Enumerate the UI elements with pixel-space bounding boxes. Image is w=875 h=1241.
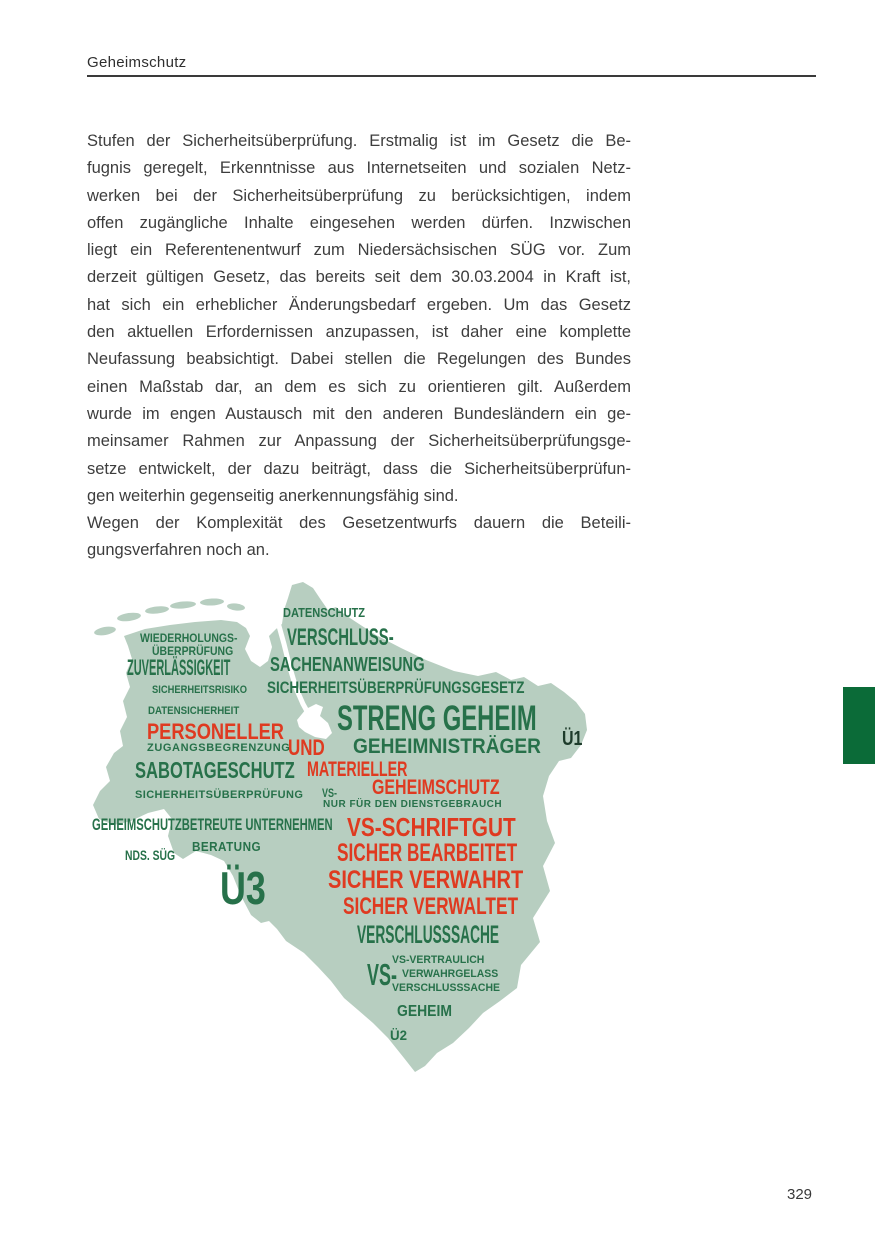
paragraph-line: meinsamer Rahmen zur Anpassung der Sicherheitsüberprüfungsge- bbox=[87, 432, 631, 451]
cloud-word: Ü1 bbox=[562, 728, 583, 750]
cloud-word: SICHER VERWALTET bbox=[343, 893, 519, 920]
cloud-word: GEHEIMSCHUTZBETREUTE UNTERNEHMEN bbox=[92, 815, 333, 834]
header-rule bbox=[87, 75, 816, 77]
cloud-word: Ü3 bbox=[220, 862, 266, 914]
paragraph-line: wurde im engen Austausch mit den anderen Bundesländern ein ge- bbox=[87, 404, 631, 423]
cloud-word: PERSONELLER bbox=[147, 719, 284, 744]
cloud-word: SICHERHEITSÜBERPRÜFUNG bbox=[135, 789, 304, 801]
cloud-word: Ü2 bbox=[390, 1027, 408, 1043]
paragraph-line: gen weiterhin gegenseitig anerkennungsfähig sind. bbox=[87, 486, 459, 505]
cloud-word: NUR FÜR DEN DIENSTGEBRAUCH bbox=[323, 799, 503, 810]
paragraph-line: setze entwickelt, der dazu beiträgt, dass die Sicherheitsüberprüfun- bbox=[87, 459, 631, 478]
cloud-word: VERSCHLUSSSACHE bbox=[392, 982, 501, 994]
paragraph-line: liegt ein Referentenentwurf zum Niedersächsischen SÜG vor. Zum bbox=[87, 241, 631, 260]
cloud-word: VS-VERTRAULICH bbox=[392, 954, 485, 966]
cloud-word: SICHERHEITSÜBERPRÜFUNGSGESETZ bbox=[267, 678, 525, 697]
cloud-word: VS-SCHRIFTGUT bbox=[347, 812, 516, 842]
cloud-word: SICHER VERWAHRT bbox=[328, 866, 524, 894]
chapter-edge-tab bbox=[843, 687, 875, 764]
cloud-word: DATENSICHERHEIT bbox=[148, 705, 240, 717]
paragraph-line: offen zugängliche Inhalte eingesehen werden dürfen. Inzwischen bbox=[87, 213, 631, 232]
paragraph-line: werken bei der Sicherheitsüberprüfung zu berücksichtigen, indem bbox=[87, 186, 631, 205]
cloud-word: VERWAHRGELASS bbox=[402, 968, 499, 980]
word-cloud-map bbox=[85, 580, 645, 1080]
cloud-word: ZUVERLÄSSIGKEIT bbox=[127, 655, 231, 680]
paragraph-line: fugnis geregelt, Erkenntnisse aus Internetseiten und sozialen Netz- bbox=[87, 159, 631, 178]
cloud-word: UND bbox=[288, 735, 325, 760]
body-paragraph bbox=[87, 128, 631, 565]
paragraph-line: derzeit gültigen Gesetz, das bereits seit dem 30.03.2004 in Kraft ist, bbox=[87, 268, 631, 287]
paragraph-line: Stufen der Sicherheitsüberprüfung. Erstmalig ist im Gesetz die Be- bbox=[87, 132, 631, 150]
cloud-word: ZUGANGSBEGRENZUNG bbox=[147, 742, 291, 754]
cloud-word: DATENSCHUTZ bbox=[283, 605, 366, 620]
cloud-word: SICHER BEARBEITET bbox=[337, 839, 518, 867]
paragraph-line: Wegen der Komplexität des Gesetzentwurfs dauern die Beteili- bbox=[87, 514, 631, 533]
paragraph-line: gungsverfahren noch an. bbox=[87, 541, 270, 560]
cloud-word: WIEDERHOLUNGS- bbox=[140, 631, 238, 645]
cloud-word: GEHEIMSCHUTZ bbox=[372, 776, 500, 799]
cloud-word: VERSCHLUSS- bbox=[287, 624, 394, 651]
cloud-word: VERSCHLUSSSACHE bbox=[357, 921, 500, 949]
cloud-word: VS- bbox=[322, 786, 338, 800]
paragraph-line: den aktuellen Erfordernissen anzupassen, ist daher eine komplette bbox=[87, 323, 631, 342]
cloud-word: GEHEIM bbox=[397, 1003, 452, 1020]
paragraph-line: Neufassung beabsichtigt. Dabei stellen die Regelungen des Bundes bbox=[87, 350, 631, 369]
paragraph-line: hat sich ein erheblicher Änderungsbedarf ergeben. Um das Gesetz bbox=[87, 295, 631, 314]
cloud-word: NDS. SÜG bbox=[125, 847, 176, 863]
cloud-word: ÜBERPRÜFUNG bbox=[152, 644, 234, 658]
cloud-word: MATERIELLER bbox=[307, 758, 408, 781]
page-number: 329 bbox=[787, 1186, 813, 1203]
running-header: Geheimschutz bbox=[87, 54, 187, 71]
cloud-word: BERATUNG bbox=[192, 839, 262, 854]
cloud-word: SACHENANWEISUNG bbox=[270, 654, 425, 676]
paragraph-line: einen Maßstab dar, an dem es sich zu orientieren gilt. Außerdem bbox=[87, 377, 631, 396]
cloud-word: SABOTAGESCHUTZ bbox=[135, 757, 295, 783]
cloud-word: VS- bbox=[367, 957, 397, 992]
cloud-word: SICHERHEITSRISIKO bbox=[152, 684, 248, 696]
cloud-word: STRENG GEHEIM bbox=[337, 699, 537, 738]
cloud-word: GEHEIMNISTRÄGER bbox=[353, 735, 541, 758]
